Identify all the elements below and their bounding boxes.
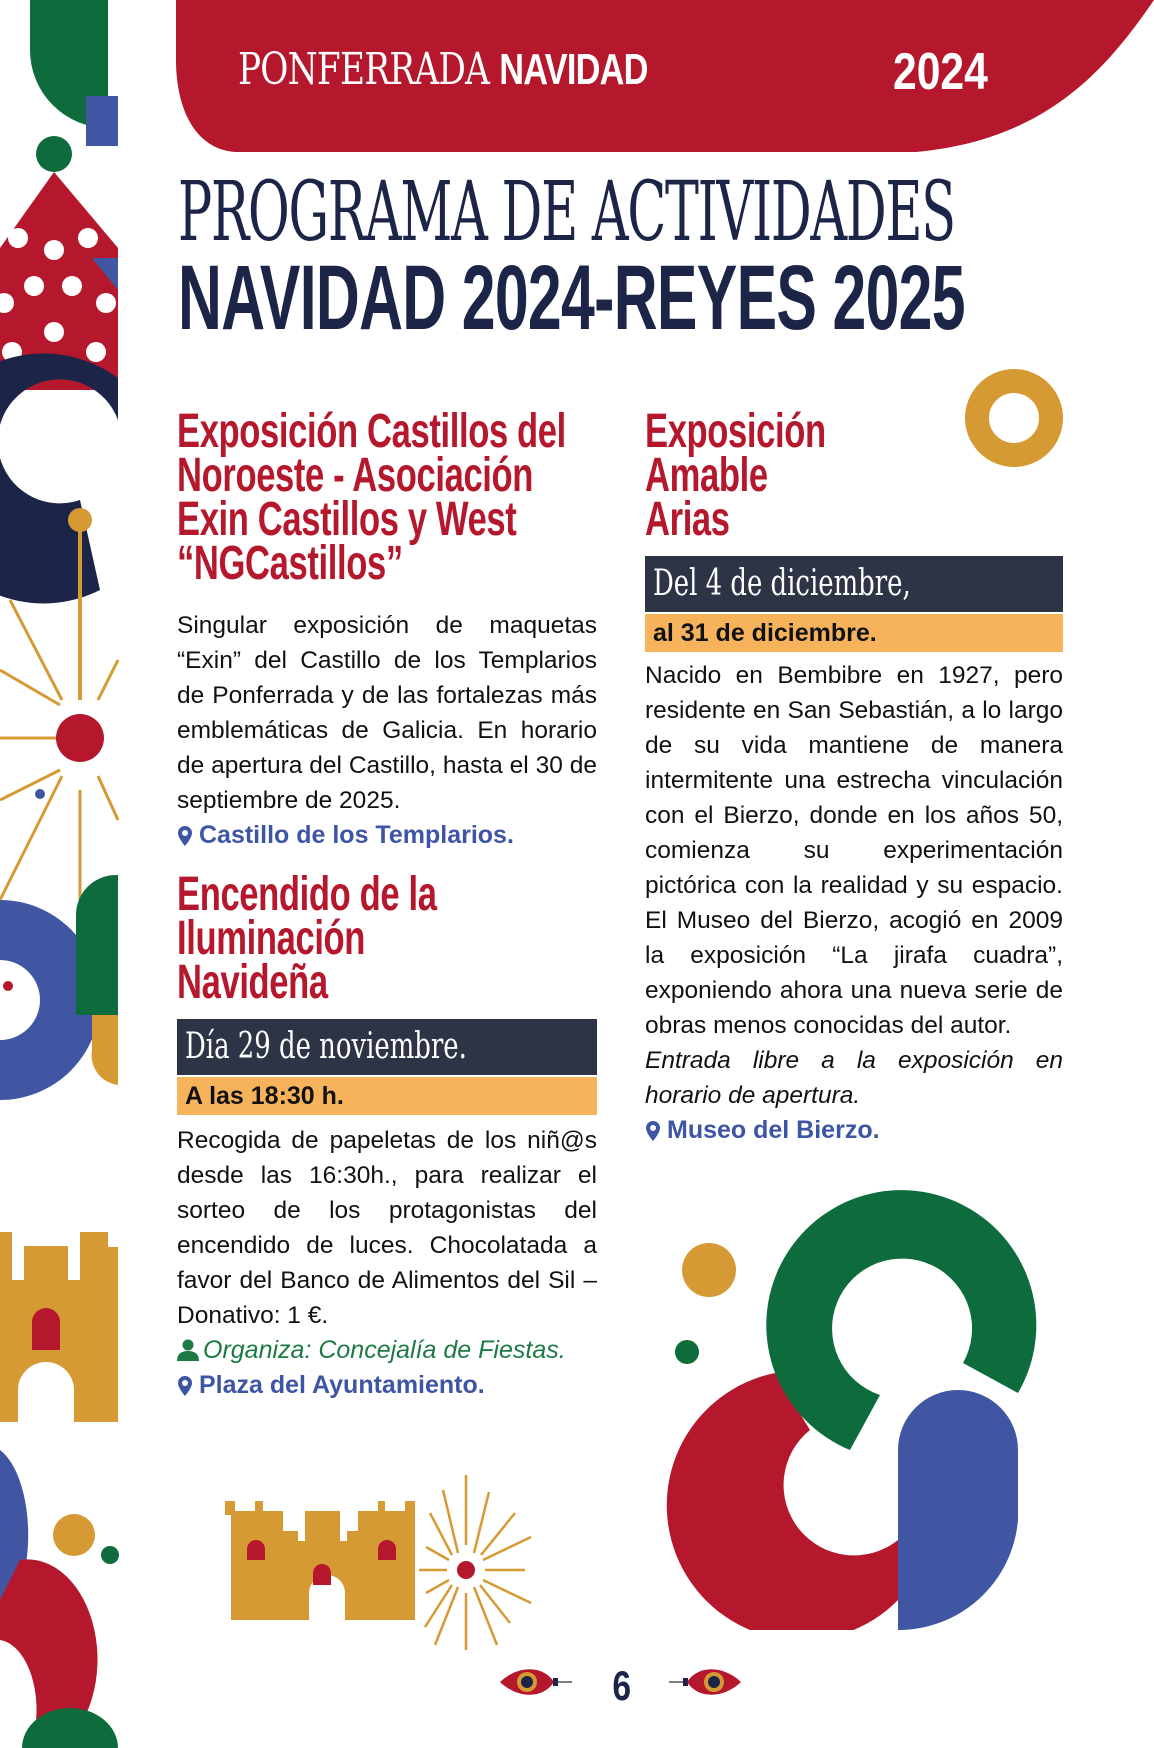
map-pin-icon	[177, 1376, 193, 1396]
event-date: Del 4 de diciembre,	[653, 563, 911, 604]
decorative-rings-graphic	[660, 1190, 1080, 1630]
event-date-bar	[645, 556, 1063, 612]
event-note: Entrada libre a la exposición en horario de apertura.	[645, 1047, 1063, 1109]
map-pin-icon	[177, 826, 193, 846]
decorative-eye-left	[498, 1665, 573, 1699]
brand-bold: NAVIDAD	[499, 45, 648, 94]
event-location	[177, 1368, 597, 1403]
event-title: Encendido de la Iluminación Navideña	[177, 868, 437, 1009]
event-description: Singular exposición de maquetas “Exin” del Castillo de los Templarios de Ponferrada y de las fortalezas más emblemáticas de Galicia. En horario de apertura del Castillo, hasta el 30 de septiembre de 2025.	[177, 612, 597, 814]
event-encendido	[177, 868, 597, 1403]
event-organizer	[177, 1333, 597, 1368]
decorative-castle-starburst	[225, 1475, 545, 1650]
event-time: A las 18:30 h.	[177, 1077, 597, 1115]
brand-light: PONFERRADA	[238, 44, 490, 95]
event-date: Día 29 de noviembre.	[185, 1026, 467, 1067]
right-column	[645, 405, 1063, 1148]
event-date-bar	[177, 1019, 597, 1075]
location-label: Castillo de los Templarios.	[199, 821, 514, 849]
event-amable-arias	[645, 405, 1063, 1148]
organizer-label: Organiza: Concejalía de Fiestas.	[203, 1336, 566, 1364]
event-castillos	[177, 405, 597, 853]
location-label: Plaza del Ayuntamiento.	[199, 1371, 485, 1399]
page-title-line2: NAVIDAD 2024-REYES 2025	[178, 247, 965, 349]
event-title: Exposición Castillos del Noroeste - Asociación Exin Castillos y West “NGCastillos”	[177, 405, 566, 590]
user-icon	[177, 1339, 199, 1361]
header-year: 2024	[893, 43, 988, 101]
event-title: Exposición Amable Arias	[645, 405, 826, 546]
event-location	[645, 1113, 1063, 1148]
page-number: 6	[612, 1662, 632, 1709]
event-time: al 31 de diciembre.	[645, 614, 1063, 652]
decorative-left-strip	[0, 0, 120, 1748]
decorative-eye-right	[668, 1665, 743, 1699]
event-description: Nacido en Bembibre en 1927, pero residente en San Sebastián, a lo largo de su vida mantiene de manera intermitente una estrecha vinculación con el Bierzo, donde en los años 50, comienza su experimentación pictórica con la realidad y su espacio. El Museo del Bierzo, acogió en 2009 la exposición “La jirafa cuadra”, exponiendo ahora una nueva serie de obras menos conocidas del autor.	[645, 662, 1063, 1039]
location-label: Museo del Bierzo.	[667, 1116, 880, 1144]
event-description: Recogida de papeletas de los niñ@s desde las 16:30h., para realizar el sorteo de los protagonistas del encendido de luces. Chocolatada a favor del Banco de Alimentos del Sil – Donativo: 1 €.	[177, 1127, 597, 1329]
map-pin-icon	[645, 1121, 661, 1141]
brand-title	[238, 44, 648, 95]
left-column	[177, 405, 597, 1403]
page-title-line1: PROGRAMA DE ACTIVIDADES	[178, 165, 955, 260]
event-location	[177, 818, 597, 853]
